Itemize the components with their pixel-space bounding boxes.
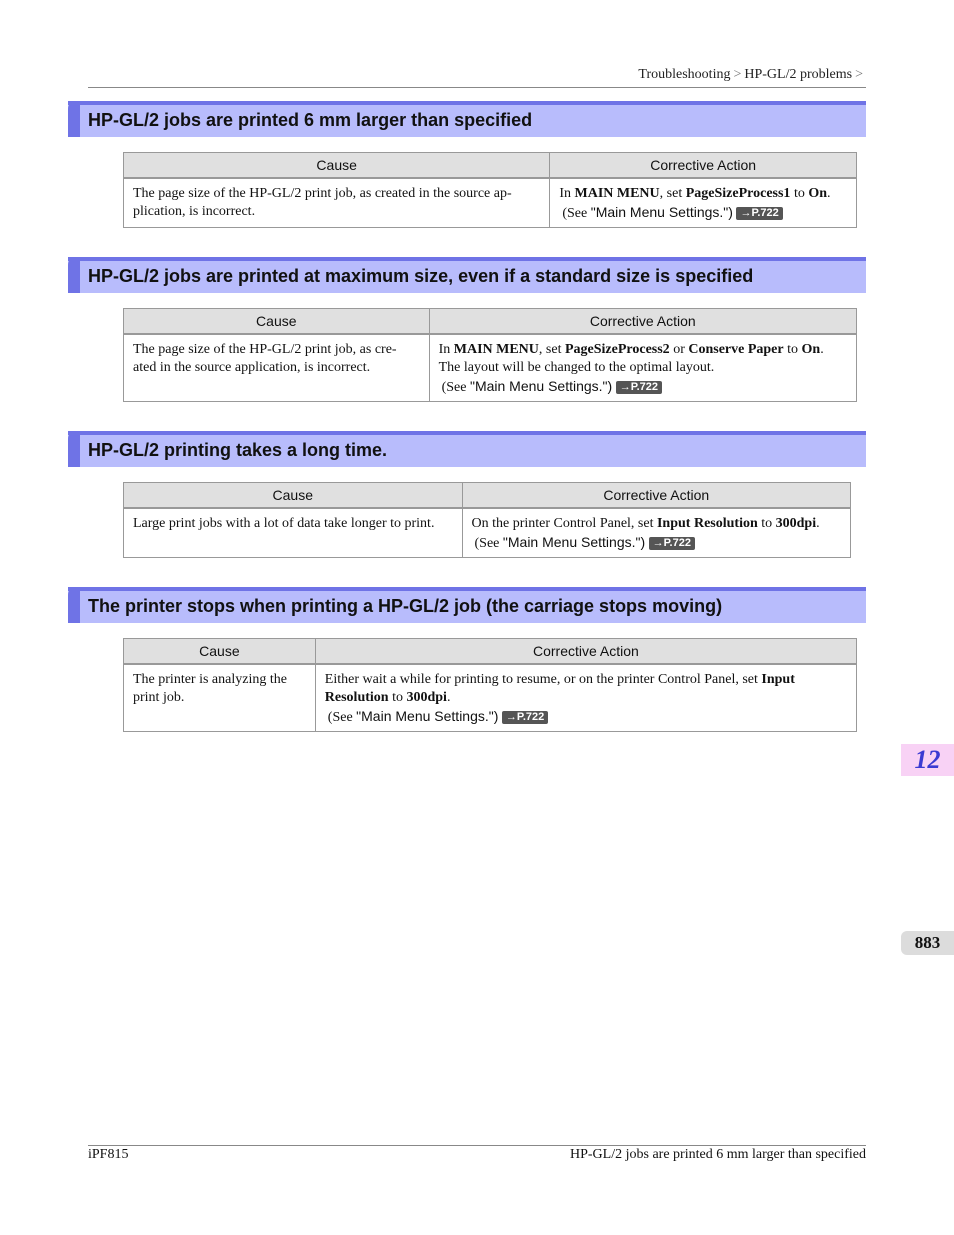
section-carriage-stops xyxy=(68,587,866,623)
table-row xyxy=(124,334,857,402)
table-row xyxy=(124,664,857,732)
section-title: HP-GL/2 printing takes a long time. xyxy=(88,440,388,460)
action-cell: In MAIN MENU, set PageSizeProcess2 or Conserve Paper to On. The layout will be changed to the optimal layout. (See "Main Menu Settings.") →P.722 xyxy=(429,334,856,402)
breadcrumb-link-troubleshooting[interactable]: Troubleshooting xyxy=(638,67,731,82)
action-header: Corrective Action xyxy=(550,153,857,179)
page-ref-badge[interactable]: →P.722 xyxy=(616,381,662,394)
breadcrumb-separator: > xyxy=(855,67,863,82)
action-header: Corrective Action xyxy=(429,309,856,335)
footer-topic: HP-GL/2 jobs are printed 6 mm larger than specified xyxy=(570,1147,866,1162)
action-cell: On the printer Control Panel, set Input Resolution to 300dpi. (See "Main Menu Settings.") →P.722 xyxy=(462,508,850,558)
main-menu-settings-link[interactable]: "Main Menu Settings.") xyxy=(590,204,733,220)
see-reference: (See "Main Menu Settings.") →P.722 xyxy=(472,533,841,553)
cause-header: Cause xyxy=(124,153,550,179)
troubleshoot-table xyxy=(123,638,857,732)
main-menu-settings-link[interactable]: "Main Menu Settings.") xyxy=(469,378,613,394)
cause-header: Cause xyxy=(124,639,316,665)
see-reference: (See "Main Menu Settings.") →P.722 xyxy=(559,203,847,223)
action-cell: In MAIN MENU, set PageSizeProcess1 to On. (See "Main Menu Settings.") →P.722 xyxy=(550,178,857,228)
breadcrumb-link-hpgl2-problems[interactable]: HP-GL/2 problems xyxy=(744,67,853,82)
main-menu-settings-link[interactable]: "Main Menu Settings.") xyxy=(502,534,646,550)
action-cell: Either wait a while for printing to resume, or on the printer Control Panel, set Input Resolution to 300dpi. (See "Main Menu Settings.") →P.722 xyxy=(315,664,856,732)
section-title: The printer stops when printing a HP-GL/2 job (the carriage stops moving) xyxy=(88,596,723,616)
footer-divider xyxy=(88,1145,866,1146)
page-ref-badge[interactable]: →P.722 xyxy=(649,537,695,550)
cause-header: Cause xyxy=(124,483,463,509)
cause-cell: The page size of the HP-GL/2 print job, as created in the source ap- plication, is incorrect. xyxy=(124,178,550,228)
section-maximum-size xyxy=(68,257,866,293)
section-header xyxy=(68,101,866,137)
section-header xyxy=(68,431,866,467)
section-title: HP-GL/2 jobs are printed 6 mm larger than specified xyxy=(88,110,533,130)
chapter-tab[interactable]: 12 xyxy=(901,744,954,776)
breadcrumb xyxy=(638,67,866,83)
section-6mm-larger xyxy=(68,101,866,137)
cause-cell: Large print jobs with a lot of data take longer to print. xyxy=(124,508,463,558)
table-row xyxy=(124,508,851,558)
page-ref-badge[interactable]: →P.722 xyxy=(736,207,782,220)
troubleshoot-table xyxy=(123,482,851,558)
section-header xyxy=(68,587,866,623)
cause-cell: The printer is analyzing the print job. xyxy=(124,664,316,732)
section-header xyxy=(68,257,866,293)
action-header: Corrective Action xyxy=(462,483,850,509)
page-number-tab: 883 xyxy=(901,931,954,955)
table-row xyxy=(124,178,857,228)
cause-cell: The page size of the HP-GL/2 print job, as cre- ated in the source application, is incorrect. xyxy=(124,334,430,402)
action-header: Corrective Action xyxy=(315,639,856,665)
section-title: HP-GL/2 jobs are printed at maximum size, even if a standard size is specified xyxy=(88,266,754,286)
section-long-time xyxy=(68,431,866,467)
footer-model: iPF815 xyxy=(88,1147,129,1162)
troubleshoot-table xyxy=(123,308,857,402)
troubleshoot-table xyxy=(123,152,857,228)
see-reference: (See "Main Menu Settings.") →P.722 xyxy=(439,377,847,397)
breadcrumb-separator: > xyxy=(733,67,742,82)
page-ref-badge[interactable]: →P.722 xyxy=(502,711,548,724)
header-divider xyxy=(88,87,866,88)
main-menu-settings-link[interactable]: "Main Menu Settings.") xyxy=(356,708,499,724)
see-reference: (See "Main Menu Settings.") →P.722 xyxy=(325,707,847,727)
cause-header: Cause xyxy=(124,309,430,335)
